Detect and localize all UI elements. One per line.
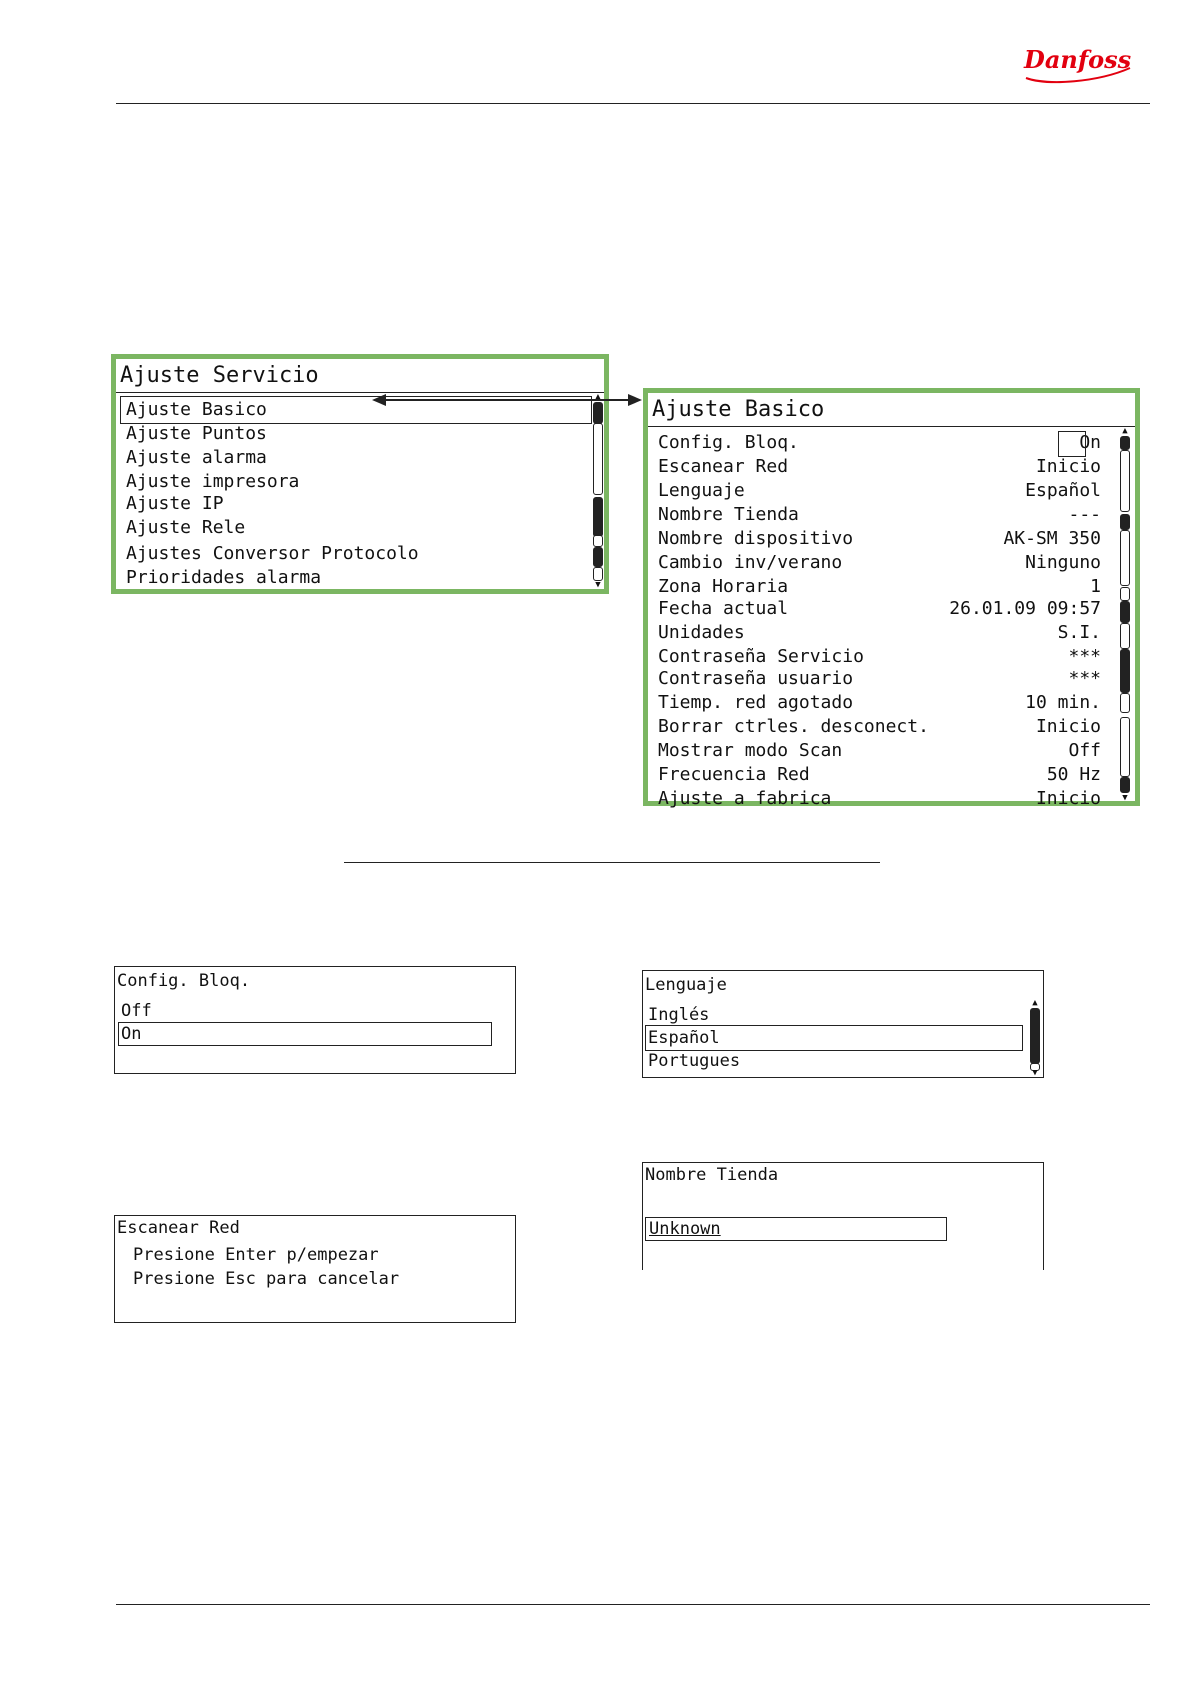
scroll-track xyxy=(1120,450,1130,512)
setting-label[interactable]: Tiemp. red agotado xyxy=(658,692,854,713)
scroll-thumb xyxy=(1120,436,1130,450)
setting-value[interactable]: S.I. xyxy=(1057,622,1101,643)
store-name-input[interactable]: Unknown xyxy=(649,1219,721,1239)
scroll-track-3 xyxy=(593,567,603,581)
setting-value[interactable]: *** xyxy=(1068,646,1101,667)
setting-label[interactable]: Config. Bloq. xyxy=(658,432,799,453)
setting-label[interactable]: Cambio inv/verano xyxy=(658,552,843,573)
config-bloq-title: Config. Bloq. xyxy=(117,971,251,991)
scroll-thumb xyxy=(1030,1008,1040,1064)
setting-label[interactable]: Fecha actual xyxy=(658,598,789,619)
menu-item-ajuste-alarma[interactable]: Ajuste alarma xyxy=(126,447,267,468)
setting-value[interactable]: Off xyxy=(1068,740,1101,761)
setting-label[interactable]: Mostrar modo Scan xyxy=(658,740,843,761)
menu-item-ajuste-rele[interactable]: Ajuste Rele xyxy=(126,517,246,538)
setting-label[interactable]: Nombre dispositivo xyxy=(658,528,854,549)
setting-value[interactable]: *** xyxy=(1068,668,1101,689)
nombre-tienda-title: Nombre Tienda xyxy=(645,1165,779,1185)
menu-item-conversor-protocolo[interactable]: Ajustes Conversor Protocolo xyxy=(126,543,419,564)
scroll-thumb-2 xyxy=(593,497,603,537)
scroll-track-2 xyxy=(593,535,603,547)
option-portugues[interactable]: Portugues xyxy=(648,1051,741,1071)
menu-item-ajuste-basico[interactable]: Ajuste Basico xyxy=(126,399,267,420)
menu-item-prioridades-alarma[interactable]: Prioridades alarma xyxy=(126,567,322,588)
scroll-track-2 xyxy=(1120,530,1130,586)
nombre-tienda-dialog xyxy=(642,1162,1044,1270)
option-ingles[interactable]: Inglés xyxy=(648,1005,710,1025)
option-off[interactable]: Off xyxy=(121,1001,152,1021)
scroll-down-icon[interactable]: ▼ xyxy=(595,580,601,590)
scroll-up-icon[interactable]: ▲ xyxy=(1122,426,1128,436)
setting-label[interactable]: Frecuencia Red xyxy=(658,764,810,785)
service-menu-title: Ajuste Servicio xyxy=(120,363,319,388)
scroll-thumb-2 xyxy=(1120,514,1130,530)
selected-option-frame xyxy=(118,1022,492,1046)
danfoss-logo xyxy=(1018,38,1138,88)
lenguaje-dialog xyxy=(642,970,1044,1078)
setting-label[interactable]: Lenguaje xyxy=(658,480,745,501)
basic-settings-title: Ajuste Basico xyxy=(652,397,825,422)
escanear-line-esc: Presione Esc para cancelar xyxy=(133,1269,400,1289)
menu-item-ajuste-ip[interactable]: Ajuste IP xyxy=(126,493,224,514)
scroll-thumb-3 xyxy=(1120,601,1130,623)
scroll-down-icon[interactable]: ▼ xyxy=(1032,1068,1038,1078)
link-arrow-icon xyxy=(372,390,642,410)
scroll-down-icon[interactable]: ▼ xyxy=(1122,793,1128,803)
logo-text: Danfoss xyxy=(1024,45,1132,74)
setting-value[interactable]: Inicio xyxy=(1035,716,1101,737)
setting-value[interactable]: 26.01.09 09:57 xyxy=(949,598,1101,619)
scroll-thumb-4 xyxy=(1120,649,1130,693)
option-espanol[interactable]: Español xyxy=(648,1028,720,1048)
setting-label[interactable]: Zona Horaria xyxy=(658,576,789,597)
scroll-track-5 xyxy=(1120,693,1130,713)
title-divider xyxy=(648,426,1135,427)
config-value-frame xyxy=(1058,431,1086,457)
scroll-track-3 xyxy=(1120,587,1130,601)
lenguaje-scrollbar[interactable] xyxy=(1030,998,1040,1078)
setting-value[interactable]: Español xyxy=(1025,480,1101,501)
setting-label[interactable]: Unidades xyxy=(658,622,745,643)
escanear-line-enter: Presione Enter p/empezar xyxy=(133,1245,379,1265)
setting-value[interactable]: On xyxy=(1079,432,1101,453)
section-divider xyxy=(344,862,880,863)
config-bloq-dialog xyxy=(114,966,516,1074)
setting-value[interactable]: Ninguno xyxy=(1025,552,1101,573)
setting-label[interactable]: Borrar ctrles. desconect. xyxy=(658,716,929,737)
option-on[interactable]: On xyxy=(121,1024,142,1044)
escanear-red-title: Escanear Red xyxy=(117,1218,240,1238)
scroll-track-4 xyxy=(1120,623,1130,649)
setting-label[interactable]: Nombre Tienda xyxy=(658,504,799,525)
scroll-up-icon[interactable]: ▲ xyxy=(595,392,601,402)
basic-scrollbar[interactable] xyxy=(1120,427,1130,803)
setting-value[interactable]: 1 xyxy=(1090,576,1101,597)
menu-item-ajuste-puntos[interactable]: Ajuste Puntos xyxy=(126,423,267,444)
service-scrollbar[interactable] xyxy=(593,393,603,589)
lenguaje-title: Lenguaje xyxy=(645,975,727,995)
setting-label[interactable]: Contraseña usuario xyxy=(658,668,854,689)
escanear-red-dialog xyxy=(114,1215,516,1323)
setting-value[interactable]: Inicio xyxy=(1035,788,1101,809)
setting-label[interactable]: Contraseña Servicio xyxy=(658,646,864,667)
scroll-up-icon[interactable]: ▲ xyxy=(1032,998,1038,1008)
header-rule xyxy=(116,103,1150,104)
setting-value[interactable]: Inicio xyxy=(1035,456,1101,477)
setting-value[interactable]: --- xyxy=(1068,504,1101,525)
scroll-track xyxy=(593,423,603,495)
setting-label[interactable]: Ajuste a fabrica xyxy=(658,788,832,809)
setting-label[interactable]: Escanear Red xyxy=(658,456,789,477)
scroll-track-6 xyxy=(1120,717,1130,777)
footer-rule xyxy=(116,1604,1150,1605)
menu-item-ajuste-impresora[interactable]: Ajuste impresora xyxy=(126,471,300,492)
setting-value[interactable]: 50 Hz xyxy=(1046,764,1101,785)
basic-settings-panel xyxy=(643,388,1140,809)
scroll-thumb-3 xyxy=(593,547,603,567)
scroll-thumb-5 xyxy=(1120,777,1130,793)
setting-value[interactable]: 10 min. xyxy=(1025,692,1101,713)
setting-value[interactable]: AK-SM 350 xyxy=(1003,528,1101,549)
